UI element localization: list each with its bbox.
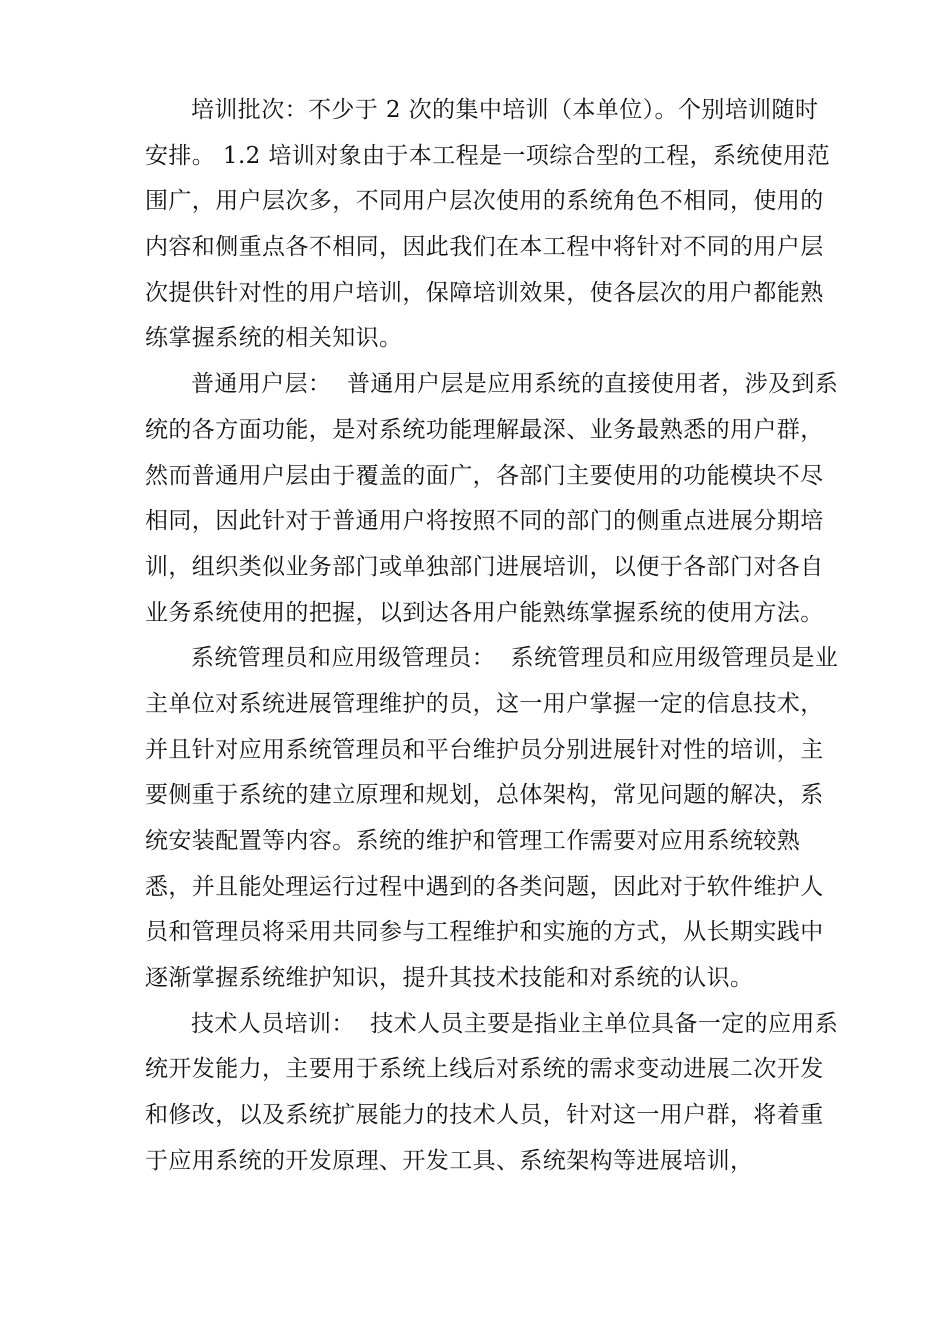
text-line: 统的各方面功能，是对系统功能理解最深、业务最熟悉的用户群，	[145, 416, 824, 443]
text-line: 员和管理员将采用共同参与工程维护和实施的方式，从长期实践中	[145, 919, 824, 946]
text-line: 主单位对系统进展管理维护的员，这一用户掌握一定的信息技术，	[145, 690, 824, 717]
text-line: 逐渐掌握系统维护知识，提升其技术技能和对系统的认识。	[145, 965, 754, 992]
text-line: 培训批次：不少于 2 次的集中培训（本单位）。个别培训随时	[191, 97, 819, 123]
text-line: 训，组织类似业务部门或单独部门进展培训，以便于各部门对各自	[145, 553, 824, 580]
text-line: 安排。 1.2 培训对象由于本工程是一项综合型的工程，系统使用范	[145, 142, 830, 169]
text-line: 相同，因此针对于普通用户将按照不同的部门的侧重点进展分期培	[145, 508, 824, 535]
text-line: 系统管理员和应用级管理员： 系统管理员和应用级管理员是业	[191, 645, 839, 672]
text-line: 技术人员培训： 技术人员主要是指业主单位具备一定的应用系	[191, 1010, 839, 1037]
text-line: 然而普通用户层由于覆盖的面广，各部门主要使用的功能模块不尽	[145, 462, 824, 489]
text-line: 统开发能力，主要用于系统上线后对系统的需求变动进展二次开发	[145, 1056, 824, 1083]
text-line: 悉，并且能处理运行过程中遇到的各类问题，因此对于软件维护人	[145, 873, 824, 900]
text-line: 业务系统使用的把握，以到达各用户能熟练掌握系统的使用方法。	[145, 599, 824, 626]
text-line: 次提供针对性的用户培训，保障培训效果，使各层次的用户都能熟	[145, 279, 824, 306]
text-line: 和修改，以及系统扩展能力的技术人员，针对这一用户群，将着重	[145, 1102, 824, 1129]
text-line: 普通用户层： 普通用户层是应用系统的直接使用者，涉及到系	[191, 371, 839, 398]
text-line: 并且针对应用系统管理员和平台维护员分别进展针对性的培训，主	[145, 736, 824, 763]
text-line: 练掌握系统的相关知识。	[145, 325, 403, 352]
text-line: 内容和侧重点各不相同，因此我们在本工程中将针对不同的用户层	[145, 234, 824, 261]
text-line: 于应用系统的开发原理、开发工具、系统架构等进展培训，	[145, 1147, 754, 1174]
text-line: 围广，用户层次多，不同用户层次使用的系统角色不相同，使用的	[145, 188, 824, 215]
document-body	[145, 88, 839, 1185]
text-line: 统安装配置等内容。系统的维护和管理工作需要对应用系统较熟	[145, 828, 801, 854]
text-line: 要侧重于系统的建立原理和规划，总体架构，常见问题的解决，系	[145, 782, 824, 809]
